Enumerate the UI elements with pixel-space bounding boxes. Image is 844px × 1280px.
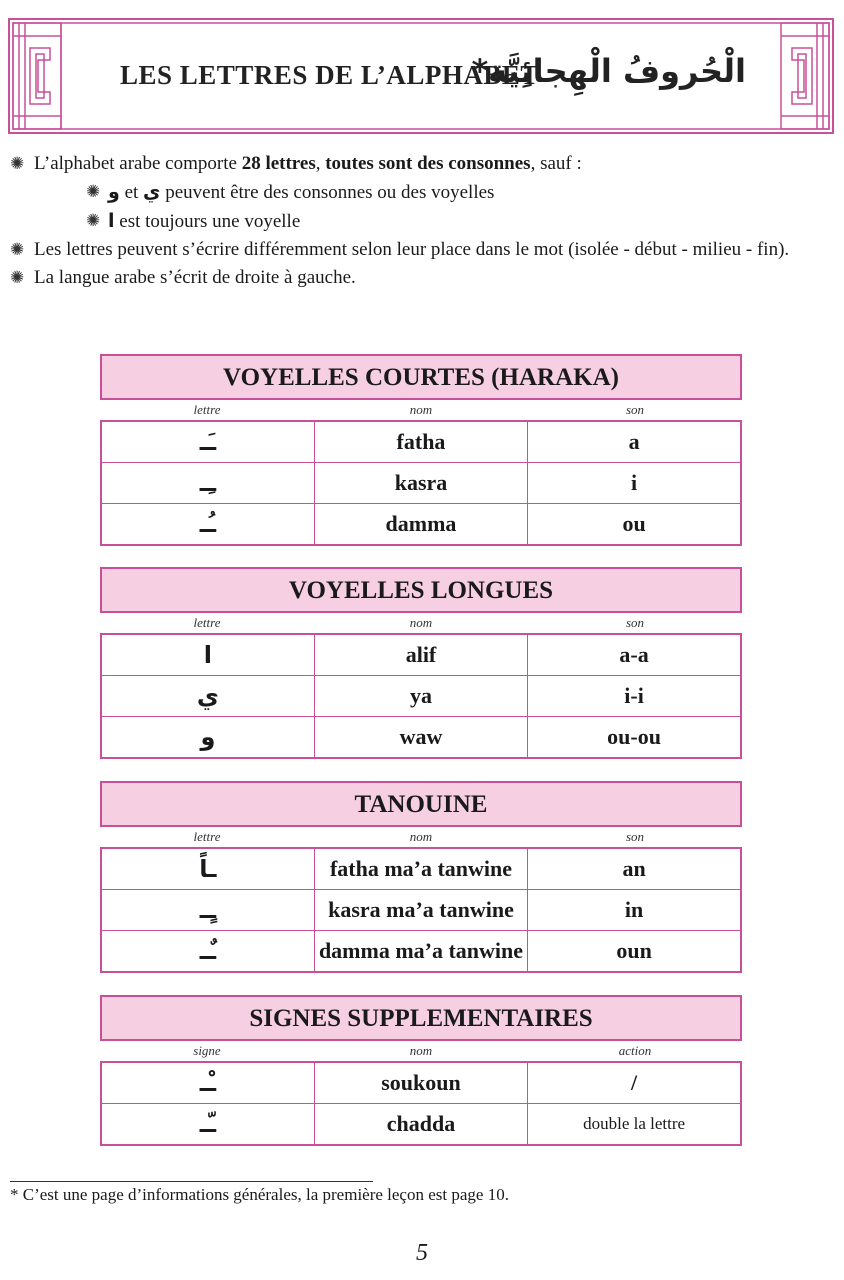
column-header: lettre [193,615,221,630]
asterisk-star-icon: ✺ [86,182,101,201]
signs-table [100,1061,742,1146]
section-tanouine [100,781,742,973]
table-row [101,717,741,759]
intro-bullet: ✺ Les lettres peuvent s’écrire différemment selon leur place dans le mot (isolée - début - milieu - fin). [10,236,820,264]
table-row [101,931,741,973]
section-title: SIGNES SUPPLEMENTAIRES [100,995,742,1041]
letter-cell: ـْـ [101,1062,314,1104]
column-header: son [625,402,645,417]
sound-cell: i [528,463,741,504]
section-short-vowels [100,354,742,546]
name-cell: kasra ma’a tanwine [314,890,527,931]
table-row [101,634,741,676]
section-title: TANOUINE [100,781,742,827]
column-header: son [625,615,645,630]
footnote: * C’est une page d’informations générales, la première leçon est page 10. [10,1185,509,1204]
asterisk-star-icon: ✺ [10,154,25,173]
table-row [101,504,741,546]
sound-cell: a [528,421,741,463]
intro-sub-bullet: ✺ ا est toujours une voyelle [10,207,820,236]
asterisk-star-icon: ✺ [10,240,25,259]
table-row [101,890,741,931]
table-row [101,421,741,463]
letter-cell: ـٌـ [101,931,314,973]
letter-cell: ـّـ [101,1104,314,1146]
section-long-vowels [100,567,742,759]
sound-cell: a-a [528,634,741,676]
name-cell: kasra [314,463,527,504]
name-cell: damma ma’a tanwine [314,931,527,973]
column-header: lettre [193,402,221,417]
name-cell: damma [314,504,527,546]
vowel-table [100,420,742,546]
column-header: son [625,829,645,844]
letter-cell: ـٍـ [101,890,314,931]
table-row [101,1062,741,1104]
page-number: 5 [416,1240,428,1266]
sound-cell: oun [528,931,741,973]
letter-cell: ـاً [101,848,314,890]
name-cell: ya [314,676,527,717]
letter-cell: و [101,717,314,759]
letter-cell: ا [101,634,314,676]
table-row [101,463,741,504]
intro-bullet: ✺ La langue arabe s’écrit de droite à gauche. [10,264,820,292]
letter-cell: ـُـ [101,504,314,546]
section-extra-signs [100,995,742,1146]
tanwine-table [100,847,742,973]
column-headers [100,827,742,847]
column-headers [100,400,742,420]
sound-cell: ou-ou [528,717,741,759]
page-title: LES LETTRES DE L’ALPHABET [120,60,539,90]
column-header: nom [409,829,433,844]
column-header: signe [193,1043,221,1058]
column-headers [100,1041,742,1061]
letter-cell: ي [101,676,314,717]
sound-cell: i-i [528,676,741,717]
section-title: VOYELLES COURTES (HARAKA) [100,354,742,400]
vowel-table [100,633,742,759]
footnote-divider [10,1181,373,1182]
column-header: action [618,1043,652,1058]
letter-cell: ـَـ [101,421,314,463]
column-headers [100,613,742,633]
asterisk-star-icon: ✺ [86,211,101,230]
column-header: nom [409,402,433,417]
table-row [101,676,741,717]
name-cell: alif [314,634,527,676]
action-cell: / [528,1062,741,1104]
intro-bullet: ✺ L’alphabet arabe comporte 28 lettres, toutes sont des consonnes, sauf : [10,150,820,178]
name-cell: chadda [314,1104,527,1146]
intro-text [10,150,820,292]
name-cell: fatha [314,421,527,463]
table-row [101,848,741,890]
page-title-arabic: الْحُروفُ الْهِجائِيَّة* [471,52,746,90]
letter-cell: ـِـ [101,463,314,504]
column-header: nom [409,615,433,630]
section-title: VOYELLES LONGUES [100,567,742,613]
name-cell: soukoun [314,1062,527,1104]
column-header: nom [409,1043,433,1058]
action-cell: double la lettre [528,1104,741,1146]
sound-cell: in [528,890,741,931]
intro-sub-bullet: ✺ و et ي peuvent être des consonnes ou des voyelles [10,178,820,207]
table-row [101,1104,741,1146]
name-cell: waw [314,717,527,759]
name-cell: fatha ma’a tanwine [314,848,527,890]
sound-cell: an [528,848,741,890]
asterisk-star-icon: ✺ [10,268,25,287]
sound-cell: ou [528,504,741,546]
column-header: lettre [193,829,221,844]
